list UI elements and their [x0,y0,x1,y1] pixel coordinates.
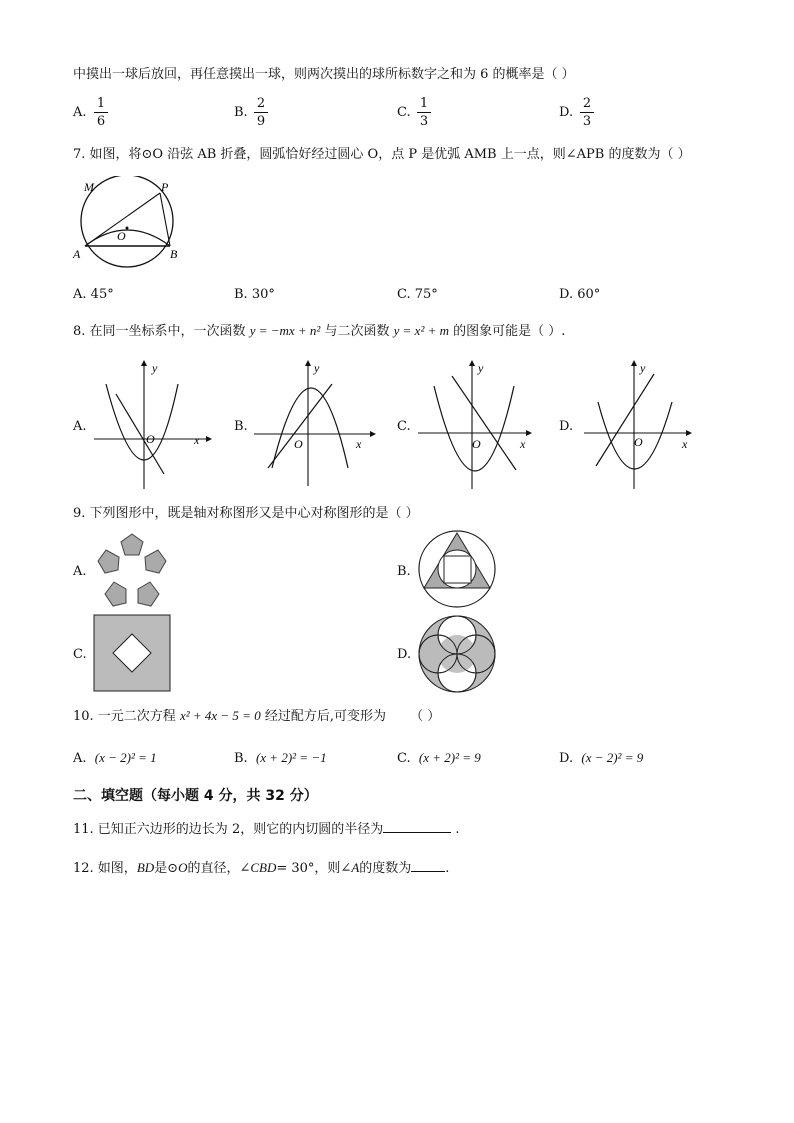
q9-option-b-label[interactable]: B. [397,564,411,579]
axis-x-label: x [194,433,200,447]
q9-figure-a-pentagons[interactable] [92,530,172,610]
q8-graph-c[interactable] [410,356,540,490]
q9-figure-d-circle-flower[interactable] [418,614,498,694]
q11-stem: 11. 已知正六边形的边长为 2，则它的内切圆的半径为 . [73,822,460,837]
q12-stem: 12. 如图，BD是⊙O的直径，∠CBD= 30°，则∠A的度数为 . [73,860,450,876]
q7-option-c[interactable]: C. 75° [397,287,438,302]
axis-y-label: y [152,361,158,375]
option-label: C. [397,105,411,120]
q9-figure-c-square-diamond[interactable] [93,614,171,692]
q7-option-a[interactable]: A. 45° [73,287,114,302]
q9-option-d-label[interactable]: D. [397,647,412,662]
option-label: D. [559,105,574,120]
axis-y-label: y [640,361,646,375]
q10-option-c[interactable]: C. (x + 2)² = 9 [397,750,481,766]
q6-stem: 中摸出一球后放回，再任意摸出一球，则两次摸出的球所标数字之和为 6 的概率是（ ） [73,67,575,82]
label-o: O [117,229,126,243]
q9-option-a-label[interactable]: A. [73,564,87,579]
axis-x-label: x [682,437,688,451]
option-label: B. [234,105,248,120]
q10-option-b[interactable]: B. (x + 2)² = −1 [234,750,327,766]
q7-option-d[interactable]: D. 60° [559,287,601,302]
option-label: A. [73,105,87,120]
q10-option-d[interactable]: D. (x − 2)² = 9 [559,750,644,766]
origin-label: O [634,435,643,449]
axis-x-label: x [356,437,362,451]
q8-option-d-label[interactable]: D. [559,419,574,434]
q10-stem: 10. 一元二次方程 x² + 4x − 5 = 0 经过配方后,可变形为 （ ） [73,708,441,724]
origin-label: O [146,432,155,446]
origin-label: O [294,437,303,451]
q11-answer-blank[interactable] [383,832,451,833]
label-a: A [73,247,81,261]
q7-stem: 7. 如图，将⊙O 沿弦 AB 折叠，圆弧恰好经过圆心 O，点 P 是优弧 AMB 上一点，则∠APB 的度数为（ ） [73,147,691,162]
option-fraction: 1 3 [417,96,431,129]
origin-label: O [472,437,481,451]
q8-graph-a[interactable] [86,356,216,490]
q8-option-b-label[interactable]: B. [234,419,248,434]
section-heading: 二、填空题（每小题 4 分，共 32 分） [73,788,318,804]
option-fraction: 1 6 [94,96,108,129]
q7-option-b[interactable]: B. 30° [234,287,275,302]
q9-option-c-label[interactable]: C. [73,647,87,662]
q12-answer-blank[interactable] [411,871,445,872]
label-b: B [170,247,178,261]
option-fraction: 2 3 [580,96,594,129]
q8-graph-b[interactable] [250,356,380,490]
option-fraction: 2 9 [254,96,268,129]
axis-y-label: y [314,361,320,375]
q8-graph-d[interactable] [574,356,704,490]
label-p: P [161,180,169,194]
q8-option-a-label[interactable]: A. [73,419,87,434]
q8-option-c-label[interactable]: C. [397,419,411,434]
q7-figure [70,176,190,268]
axis-x-label: x [520,437,526,451]
axis-y-label: y [478,361,484,375]
q8-stem: 8. 在同一坐标系中，一次函数 y = −mx + n² 与二次函数 y = x² + m 的图象可能是（ ）. [73,323,566,339]
q10-option-a[interactable]: A. (x − 2)² = 1 [73,750,157,766]
q9-figure-b-circle-triangle[interactable] [418,530,498,610]
q9-stem: 9. 下列图形中，既是轴对称图形又是中心对称图形的是（ ） [73,506,419,521]
label-m: M [84,180,94,194]
